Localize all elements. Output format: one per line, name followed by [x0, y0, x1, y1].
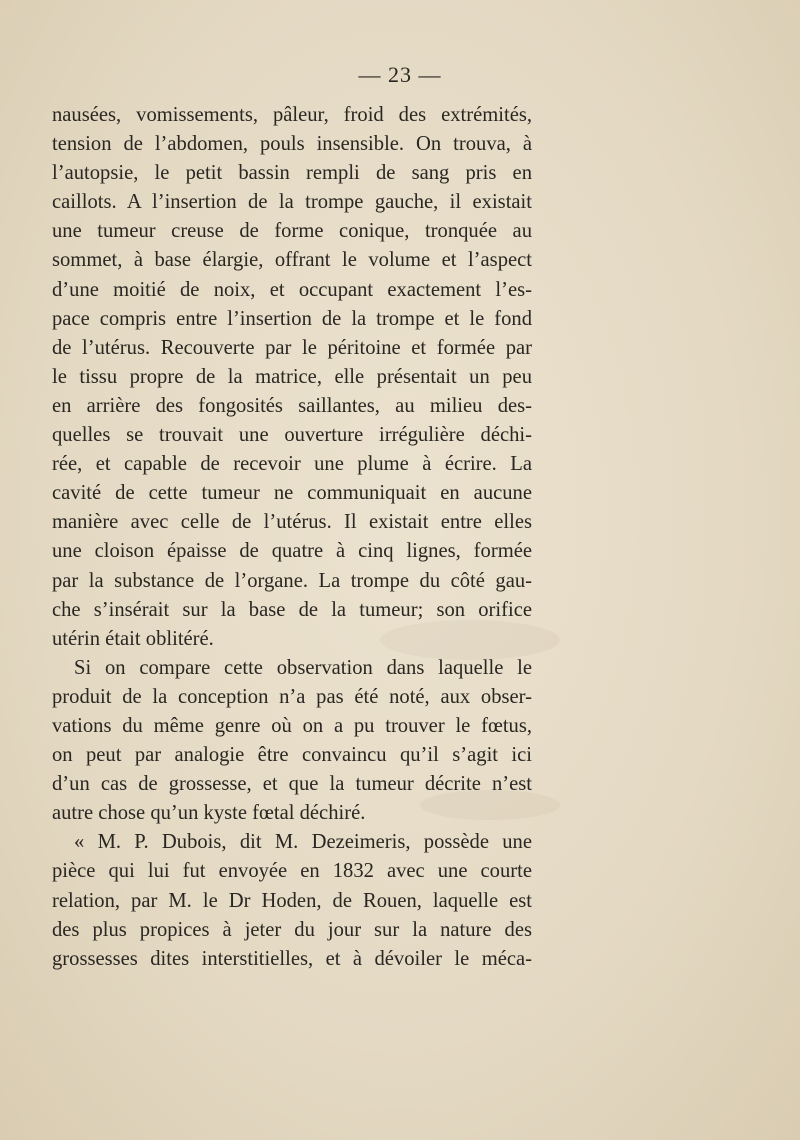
text-line: grossesses dites interstitielles, et à dévoiler le méca-: [52, 947, 532, 970]
text-line: manière avec celle de l’utérus. Il existait entre elles: [52, 511, 532, 534]
text-line: de l’utérus. Recouverte par le péritoine et formée par: [52, 336, 532, 359]
text-line: relation, par M. le Dr Hoden, de Rouen, laquelle est: [52, 889, 532, 912]
text-line: des plus propices à jeter du jour sur la nature des: [52, 918, 532, 941]
paragraph-start-line: « M. P. Dubois, dit M. Dezeimeris, possède une: [74, 831, 532, 854]
text-line: une tumeur creuse de forme conique, tronquée au: [52, 220, 532, 243]
text-line: produit de la conception n’a pas été noté, aux obser-: [52, 685, 532, 708]
paragraph-start-line: Si on compare cette observation dans laquelle le: [74, 656, 532, 679]
text-line: quelles se trouvait une ouverture irrégulière déchi-: [52, 424, 532, 447]
text-line: d’une moitié de noix, et occupant exactement l’es-: [52, 278, 532, 301]
text-line: nausées, vomissements, pâleur, froid des extrémités,: [52, 104, 532, 126]
text-line: l’autopsie, le petit bassin rempli de sang pris en: [52, 162, 532, 185]
page-number: — 23 —: [358, 62, 442, 87]
text-line: le tissu propre de la matrice, elle présentait un peu: [52, 365, 532, 388]
text-line: pace compris entre l’insertion de la trompe et le fond: [52, 307, 532, 330]
text-line: pièce qui lui fut envoyée en 1832 avec une courte: [52, 860, 532, 883]
text-line: vations du même genre où on a pu trouver le fœtus,: [52, 714, 532, 737]
text-line: on peut par analogie être convaincu qu’il s’agit ici: [52, 744, 532, 767]
text-line: sommet, à base élargie, offrant le volume et l’aspect: [52, 249, 532, 272]
text-line: en arrière des fongosités saillantes, au milieu des-: [52, 394, 532, 417]
text-line: une cloison épaisse de quatre à cinq lignes, formée: [52, 540, 532, 563]
body-text: [52, 101, 532, 974]
text-line: caillots. A l’insertion de la trompe gauche, il existait: [52, 191, 532, 214]
paragraph-end-line: utérin était oblitéré.: [52, 627, 214, 650]
text-line: cavité de cette tumeur ne communiquait en aucune: [52, 482, 532, 505]
text-line: tension de l’abdomen, pouls insensible. On trouva, à: [52, 133, 532, 156]
paragraph-end-line: autre chose qu’un kyste fœtal déchiré.: [52, 802, 366, 825]
text-line: par la substance de l’organe. La trompe du côté gau-: [52, 569, 532, 592]
text-line: che s’insérait sur la base de la tumeur; son orifice: [52, 598, 532, 621]
text-line: rée, et capable de recevoir une plume à écrire. La: [52, 453, 532, 476]
text-line: d’un cas de grossesse, et que la tumeur décrite n’est: [52, 773, 532, 796]
